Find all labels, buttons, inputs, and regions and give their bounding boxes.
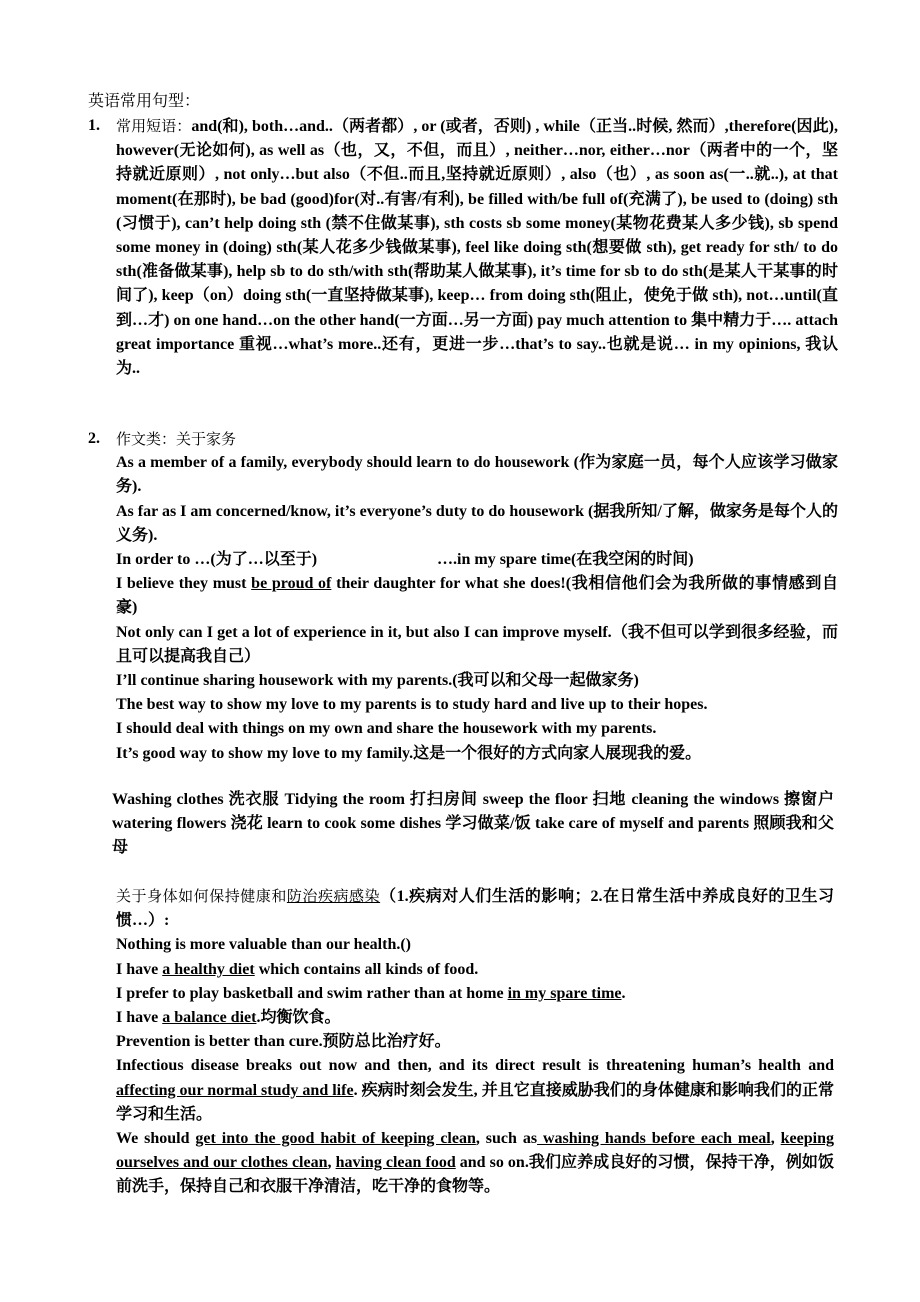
health-sentence-7-e: and so on.我们应养成良好的习惯，保持干净，例如饭前洗手，保持自己和衣服干净清洁，吃干净的食物等。: [116, 1154, 834, 1196]
health-sentence-6-b: . 疾病时刻会发生, 并且它直接威胁我们的身体健康和影响我们的正常学习和生活。: [116, 1081, 834, 1123]
health-sentence-7-underlined-4: having clean food: [335, 1154, 456, 1172]
section-2-housework: [116, 427, 838, 766]
sentence-4-a: I believe they must: [116, 575, 252, 593]
health-sentence-2-underlined: a healthy diet: [162, 960, 255, 978]
health-sentence-3-a: I prefer to play basketball and swim rather than at home: [116, 984, 508, 1002]
health-sentence-6-underlined: affecting our normal study and life: [116, 1081, 354, 1099]
health-sentence-7-underlined-3: keeping ourselves and our clothes clean: [116, 1130, 834, 1172]
health-sentence-4: [116, 1006, 834, 1030]
health-sentence-7-underlined-1: get into the good habit of keeping clean: [195, 1130, 476, 1148]
health-sentence-7-a: We should: [116, 1130, 196, 1148]
health-sentence-2-b: which contains all kinds of food.: [254, 960, 479, 978]
sentence-3-a: In order to …(为了…以至于): [116, 551, 318, 569]
page-title: 英语常用句型：: [88, 93, 201, 110]
health-sentence-7-b: , such as: [475, 1130, 538, 1148]
section-2-heading: 作文类：关于家务: [116, 430, 237, 448]
health-sentence-2-a: I have: [116, 960, 163, 978]
phrases-part-2: can’t help doing sth (禁不住做某事), sth costs sb some money(某物花费某人多少钱), sb spend some money in (doing) sth(某人花多少钱做某事), feel like doing sth(想要做 sth), get ready for sth/ to do sth(准备做某事), help sb to do sth/with sth(帮助某人做某事), it’s time for sb to do sth(是某人干某事的时间了), keep（on）doing sth(一直坚持做某事), keep… from doing sth(阻止，使免于做 sth), not…until(直到…才) on one hand…on the other hand(一方面…另一方面) pay much attention to 集中精力于…. attach great importance 重视…what’s more..还有，更进一步…that’s to say..也就是说… in my opinions, 我认为..: [116, 214, 838, 378]
sentence-1: As a member of a family, everybody should learn to do housework (作为家庭一员，每个人应该学习做家务).: [116, 454, 838, 496]
sentence-6: I’ll continue sharing housework with my parents.(我可以和父母一起做家务): [116, 672, 639, 690]
health-sentence-7-c: ,: [770, 1130, 781, 1148]
section-1-heading: 常用短语：: [116, 117, 192, 135]
vocabulary-text: Washing clothes 洗衣服 Tidying the room 打扫房间 sweep the floor 扫地 cleaning the windows 擦窗户 watering flowers 浇花 learn to cook some dishes 学习做菜/饭 take care of myself and parents 照顾我和父母: [112, 791, 834, 857]
health-sentence-4-b: .均衡饮食。: [256, 1009, 341, 1027]
health-sentence-7-d: ,: [327, 1154, 336, 1172]
sentence-2: As far as I am concerned/know, it’s everyone’s duty to do housework (据我所知/了解，做家务是每个人的义务).: [116, 502, 838, 544]
section-1-phrases: [116, 114, 838, 381]
sentence-3: [116, 548, 838, 572]
health-heading-underlined: 防治疾病感染: [286, 887, 381, 905]
sentence-4: [116, 572, 838, 620]
health-heading: [116, 884, 834, 933]
health-sentence-4-a: I have: [116, 1009, 163, 1027]
sentence-9: It’s good way to show my love to my family.这是一个很好的方式向家人展现我的爱。: [116, 744, 702, 762]
health-sentence-3-b: .: [621, 984, 626, 1002]
phrases-part-1: and(和), both…and..（两者都）, or (或者，否则) , while（正当..时候, 然而）,therefore(因此), however(无论如何), as well as（也，又，不但，而且）, neither…nor, either…nor（两者中的一个，坚持就近原则）, not only…but also（不但..而且,坚持就近原则）, also（也）, as soon as(一..就..), at that moment(在那时), be bad (good)for(对..有害/有利), be filled with/be full of(充满了), be used to (doing) sth (习惯于),: [116, 118, 838, 232]
health-sentence-1: Nothing is more valuable than our health.(): [116, 936, 411, 954]
section-1-number: 1.: [88, 117, 100, 134]
health-sentence-3-underlined: in my spare time: [507, 984, 622, 1002]
health-sentence-7: [116, 1127, 834, 1200]
sentence-8: I should deal with things on my own and share the housework with my parents.: [116, 720, 657, 738]
health-sentence-7-underlined-2: washing hands before each meal: [537, 1130, 771, 1148]
health-sentence-6-a: Infectious disease breaks out now and then, and its direct result is threatening human’s health and: [116, 1057, 834, 1075]
health-sentence-6: [116, 1054, 834, 1127]
health-section: [116, 884, 834, 1200]
health-heading-b: （1.疾病对人们生活的影响；2.在日常生活中养成良好的卫生习惯…）:: [116, 888, 834, 930]
section-2-number: 2.: [88, 430, 100, 447]
health-sentence-5: Prevention is better than cure.预防总比治疗好。: [116, 1033, 451, 1051]
sentence-3-b: ….in my spare time(在我空闲的时间): [437, 551, 694, 569]
health-heading-a: 关于身体如何保持健康和: [116, 887, 287, 905]
sentence-4-underlined: be proud of: [251, 575, 332, 593]
sentence-5: Not only can I get a lot of experience in it, but also I can improve myself.（我不但可以学到很多经验，而且可以提高我自己）: [116, 623, 838, 665]
health-sentence-4-underlined: a balance diet: [162, 1009, 257, 1027]
sentence-4-b: their daughter for what she does!(我相信他们会为我所做的事情感到自豪): [116, 575, 838, 617]
health-sentence-2: [116, 958, 834, 982]
health-sentence-3: [116, 982, 834, 1006]
sentence-7: The best way to show my love to my parents is to study hard and live up to their hopes.: [116, 696, 708, 714]
housework-vocabulary: [112, 788, 834, 861]
